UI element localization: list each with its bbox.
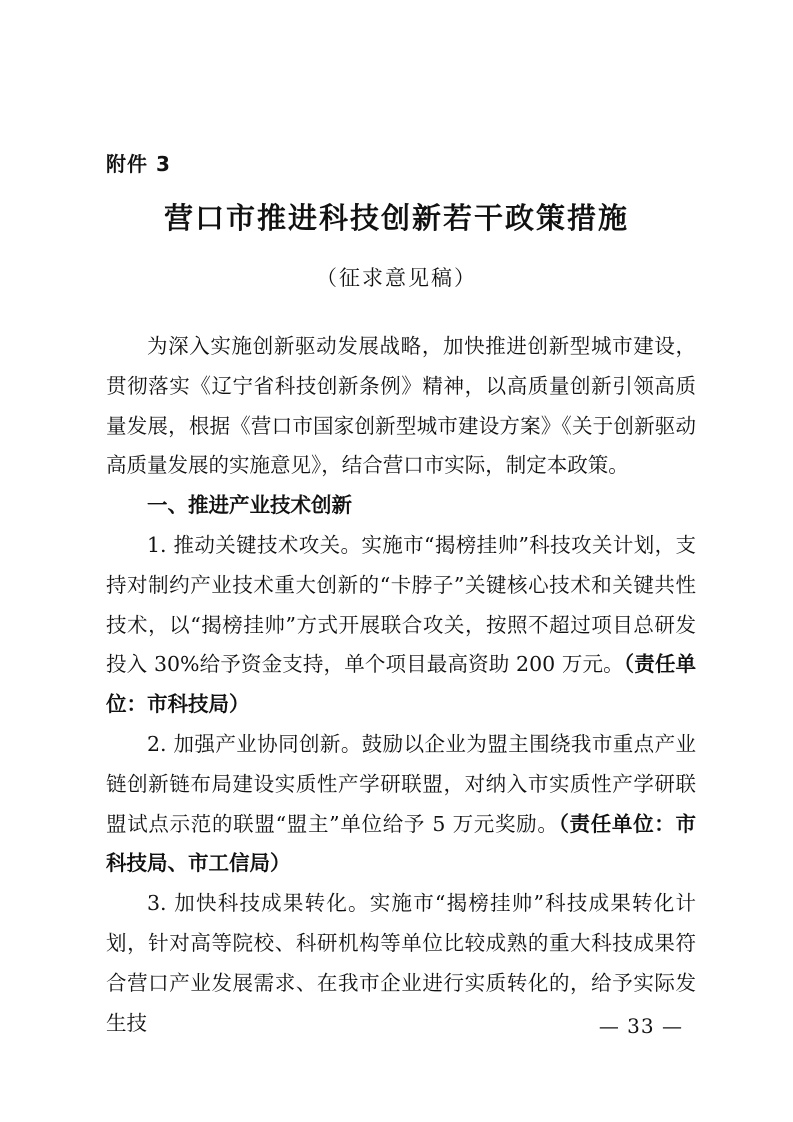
attachment-label: 附件 3	[106, 152, 171, 176]
responsibility-note: （责任单位：市科技局、市工信局）	[106, 811, 696, 876]
policy-item-text: 1. 推动关键技术攻关。实施市“揭榜挂帅”科技攻关计划，支持对制约产业技术重大创新的“卡脖子”关键核心技术和关键共性技术，以“揭榜挂帅”方式开展联合攻关，按照不超过项目总研发投入 30%给予资金支持，单个项目最高资助 200 万元。	[106, 532, 696, 677]
policy-item	[106, 725, 696, 884]
policy-item	[106, 526, 696, 725]
document-subtitle: （征求意见稿）	[316, 266, 477, 290]
section-heading: 一、推进产业技术创新	[147, 493, 352, 518]
document-body	[106, 327, 696, 1043]
policy-item-text: 2. 加强产业协同创新。鼓励以企业为盟主围绕我市重点产业链创新链布局建设实质性产学研联盟，对纳入市实质性产学研联盟试点示范的联盟“盟主”单位给予 5 万元奖励。	[106, 731, 696, 836]
page-number: — 33 —	[598, 1014, 683, 1038]
document-title: 营口市推进科技创新若干政策措施	[163, 201, 629, 235]
policy-item-text: 3. 加快科技成果转化。实施市“揭榜挂帅”科技成果转化计划，针对高等院校、科研机构等单位比较成熟的重大科技成果符合营口产业发展需求、在我市企业进行实质转化的，给予实际发生技	[106, 891, 696, 1035]
responsibility-note: （责任单位：市科技局）	[106, 652, 696, 717]
intro-paragraph: 为深入实施创新驱动发展战略，加快推进创新型城市建设，贯彻落实《辽宁省科技创新条例》精神，以高质量创新引领高质量发展，根据《营口市国家创新型城市建设方案》《关于创新驱动高质量发展的实施意见》，结合营口市实际，制定本政策。	[106, 334, 696, 478]
